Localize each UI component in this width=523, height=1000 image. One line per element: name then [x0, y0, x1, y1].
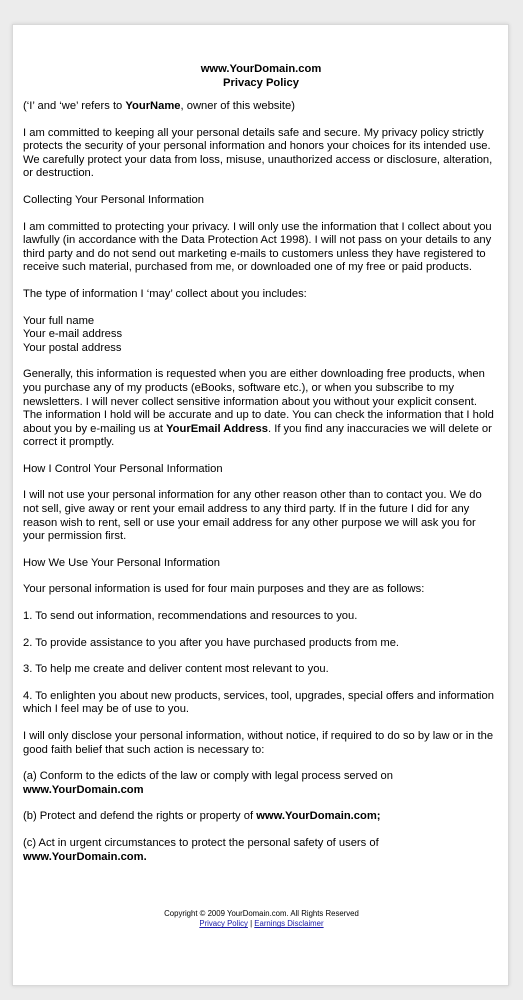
purpose-item: 2. To provide assistance to you after you have purchased products from me. [23, 636, 400, 649]
collection-paragraph [23, 368, 499, 450]
page-title: Privacy Policy [223, 76, 299, 89]
site-domain: www.YourDomain.com [200, 63, 322, 75]
section-heading-control: How I Control Your Personal Information [23, 462, 223, 475]
disclosure-text: (b) Protect and defend the rights or property of [23, 810, 257, 823]
footer-separator: | [250, 919, 253, 929]
list-item: Your full name [23, 314, 95, 327]
disclosure-text: (a) Conform to the edicts of the law or comply with legal process served on [23, 770, 393, 783]
disclosure-item [23, 837, 499, 864]
section-heading-use: How We Use Your Personal Information [23, 556, 220, 569]
disclosure-domain: www.YourDomain.com; [256, 810, 381, 823]
disclosure-item [23, 810, 499, 824]
privacy-paragraph: I am committed to protecting your privacy. I will only use the information that I collect about you lawfully (in accordance with the Data Protection Act 1998). I will not pass on your details to any third party and do not send out marketing e-mails to customers unless they have registered to receive such material, purchased from me, or downloaded one of my free or paid products. [23, 220, 492, 274]
disclosure-paragraph: I will only disclose your personal information, without notice, if required to do so by law or in the good faith belief that such action is necessary to: [23, 730, 494, 756]
disclosure-domain: www.YourDomain.com. [23, 850, 147, 863]
disclosure-domain: www.YourDomain.com [23, 783, 144, 796]
collection-text-end: . If you find any inaccuracies we will delete or correct it promptly. [23, 422, 492, 449]
disclosure-text: (c) Act in urgent circumstances to protect the personal safety of users of [23, 836, 379, 849]
page-frame [12, 24, 509, 986]
collection-text: Generally, this information is requested when you are either downloading free products, when you purchase any of my products (eBooks, software etc.), or when you subscribe to my newsletters. I will never collect sensitive information about you without your explicit consent. The information I hold will be accurate and up to date. You can check the information that I hold about you by e-mailing us at [23, 368, 494, 435]
section-heading-collecting: Collecting Your Personal Information [23, 193, 204, 206]
privacy-policy-link[interactable]: Privacy Policy [199, 919, 248, 929]
control-paragraph: I will not use your personal information for any other reason other than to contact you. We do not sell, give away or rent your email address to any third party. If in the future I did for any reason wish to rent, sell or use your email address for any other purpose we will ask you for your permission first. [23, 489, 482, 543]
intro-suffix: , owner of this website) [180, 100, 295, 112]
intro-paragraph [23, 100, 499, 114]
page-footer [13, 909, 510, 930]
intro-prefix: (‘I’ and ‘we’ refers to [23, 100, 126, 112]
info-types-list [23, 315, 499, 356]
purpose-item: 1. To send out information, recommendations and resources to you. [23, 610, 358, 623]
list-item: Your postal address [23, 341, 122, 354]
earnings-disclaimer-link[interactable]: Earnings Disclaimer [254, 919, 324, 929]
list-item: Your e-mail address [23, 328, 123, 341]
contact-email: YourEmail Address [166, 422, 269, 435]
policy-content [23, 63, 499, 877]
commitment-paragraph: I am committed to keeping all your personal details safe and secure. My privacy policy strictly protects the security of your personal information and honors your choices for its intended use. We carefully protect your data from loss, misuse, unauthorized access or disclosure, alteration, or destruction. [23, 126, 493, 180]
purpose-item: 4. To enlighten you about new products, services, tool, upgrades, special offers and information which I feel may be of use to you. [23, 689, 494, 716]
info-types-intro: The type of information I ‘may’ collect about you includes: [23, 287, 307, 300]
disclosure-item [23, 770, 499, 797]
owner-name: YourName [125, 100, 181, 112]
copyright-text: Copyright © 2009 YourDomain.com. All Rights Reserved [164, 909, 359, 918]
purpose-item: 3. To help me create and deliver content most relevant to you. [23, 663, 329, 676]
footer-links [13, 919, 510, 929]
purposes-intro: Your personal information is used for four main purposes and they are as follows: [23, 583, 425, 596]
page-header [23, 63, 499, 90]
